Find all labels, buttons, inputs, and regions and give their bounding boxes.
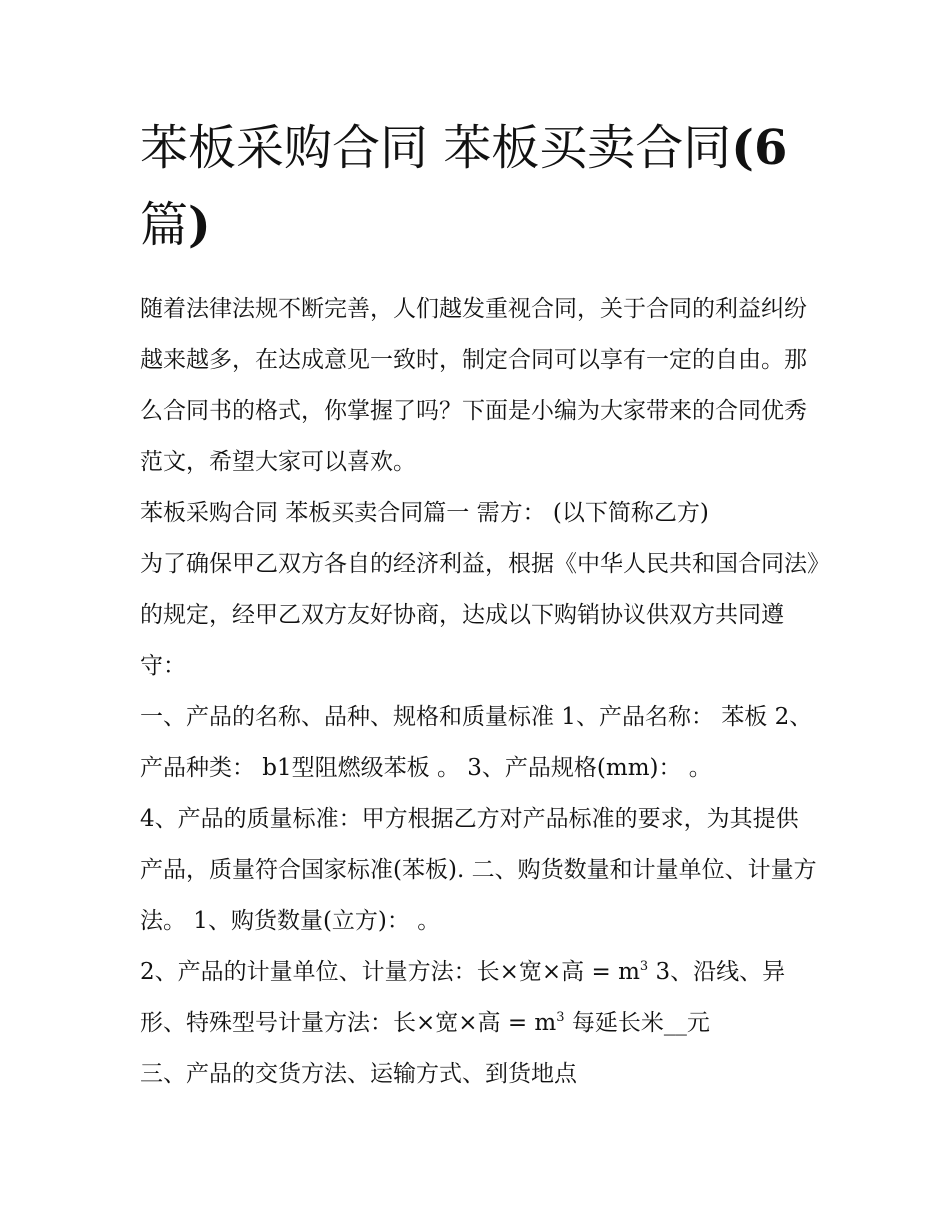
purpose-paragraph: 为了确保甲乙双方各自的经济利益，根据《中华人民共和国合同法》的规定，经甲乙双方友好协商，达成以下购销协议供双方共同遵守： xyxy=(140,551,819,679)
delivery-paragraph: 三、产品的交货方法、运输方式、到货地点 xyxy=(140,1061,577,1087)
cubic-superscript-1: 3 xyxy=(639,959,649,974)
title-line2-word: 篇 xyxy=(140,197,189,253)
quality-standard-paragraph: 4、产品的质量标准：甲方根据乙方对产品标准的要求，为其提供产品，质量符合国家标准(苯板). 二、购货数量和计量单位、计量方法。 1、购货数量(立方)： 。 xyxy=(140,806,817,934)
measurement-text-b: 3、沿线、异形、特殊型号计量方法：长×宽×高 = m xyxy=(140,959,786,1036)
cubic-superscript-2: 3 xyxy=(556,1010,565,1025)
intro-paragraph: 随着法律法规不断完善，人们越发重视合同，关于合同的利益纠纷越来越多，在达成意见一致时，制定合同可以享有一定的自由。那么合同书的格式，你掌握了吗？下面是小编为大家带来的合同优秀范文，希望大家可以喜欢。 xyxy=(140,296,807,475)
product-name-paragraph: 一、产品的名称、品种、规格和质量标准 1、产品名称： 苯板 2、产品种类： b1型阻燃级苯板 。 3、产品规格(mm)： 。 xyxy=(140,704,813,781)
measurement-text-c: 每延长米__元 xyxy=(564,1010,710,1036)
title-main-text: 苯板采购合同 苯板买卖合同 xyxy=(140,120,732,176)
measurement-text-a: 2、产品的计量单位、计量方法：长×宽×高 = m xyxy=(140,959,640,985)
section-heading-paragraph: 苯板采购合同 苯板买卖合同篇一 需方： (以下简称乙方) xyxy=(140,500,709,526)
title-paren-open: (6 xyxy=(731,120,788,176)
document-page xyxy=(140,110,820,1100)
measurement-paragraph xyxy=(140,947,820,1049)
title-paren-close: ) xyxy=(188,197,211,253)
document-title xyxy=(140,110,820,264)
